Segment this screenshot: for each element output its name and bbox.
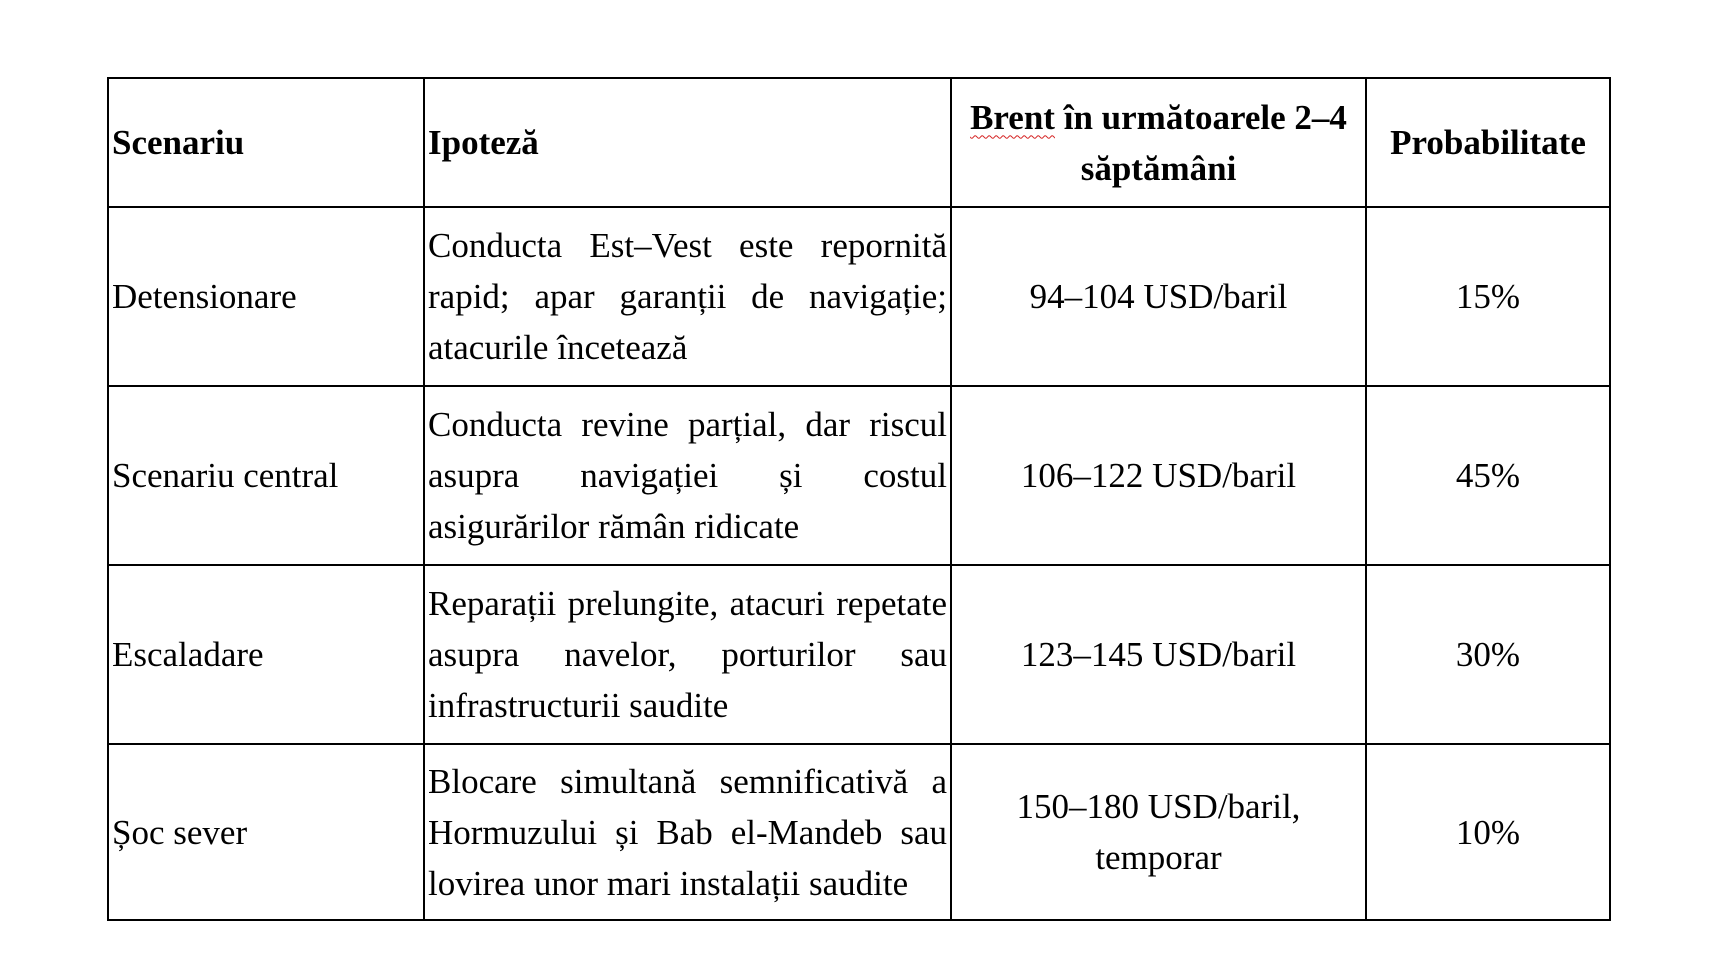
header-ipoteza: Ipoteză (424, 78, 951, 207)
table-row (108, 207, 1610, 386)
cell-scenariu: Detensionare (108, 207, 424, 386)
header-brent-rest: în următoarele 2–4 săptămâni (1054, 97, 1347, 188)
cell-brent: 150–180 USD/baril, temporar (951, 744, 1366, 920)
cell-brent: 106–122 USD/baril (951, 386, 1366, 565)
table-row (108, 386, 1610, 565)
cell-brent: 94–104 USD/baril (951, 207, 1366, 386)
header-probabilitate: Probabilitate (1366, 78, 1610, 207)
cell-ipoteza: Reparații prelungite, atacuri repetate asupra navelor, porturilor sau infrastructurii saudite (424, 565, 951, 744)
table-row (108, 565, 1610, 744)
cell-ipoteza: Blocare simultană semnificativă a Hormuzului și Bab el-Mandeb sau lovirea unor mari instalații saudite (424, 744, 951, 920)
header-brent (951, 78, 1366, 207)
header-row (108, 78, 1610, 207)
cell-scenariu: Escaladare (108, 565, 424, 744)
cell-scenariu: Scenariu central (108, 386, 424, 565)
spellcheck-underlined-word[interactable]: Brent (970, 97, 1055, 137)
cell-probabilitate: 15% (1366, 207, 1610, 386)
table-row (108, 744, 1610, 920)
cell-probabilitate: 30% (1366, 565, 1610, 744)
cell-probabilitate: 10% (1366, 744, 1610, 920)
cell-probabilitate: 45% (1366, 386, 1610, 565)
cell-brent: 123–145 USD/baril (951, 565, 1366, 744)
cell-ipoteza: Conducta Est–Vest este repornită rapid; apar garanții de navigație; atacurile încetează (424, 207, 951, 386)
cell-scenariu: Șoc sever (108, 744, 424, 920)
cell-ipoteza: Conducta revine parțial, dar riscul asupra navigației și costul asigurărilor rămân ridicate (424, 386, 951, 565)
scenario-table (107, 77, 1611, 921)
header-scenariu: Scenariu (108, 78, 424, 207)
